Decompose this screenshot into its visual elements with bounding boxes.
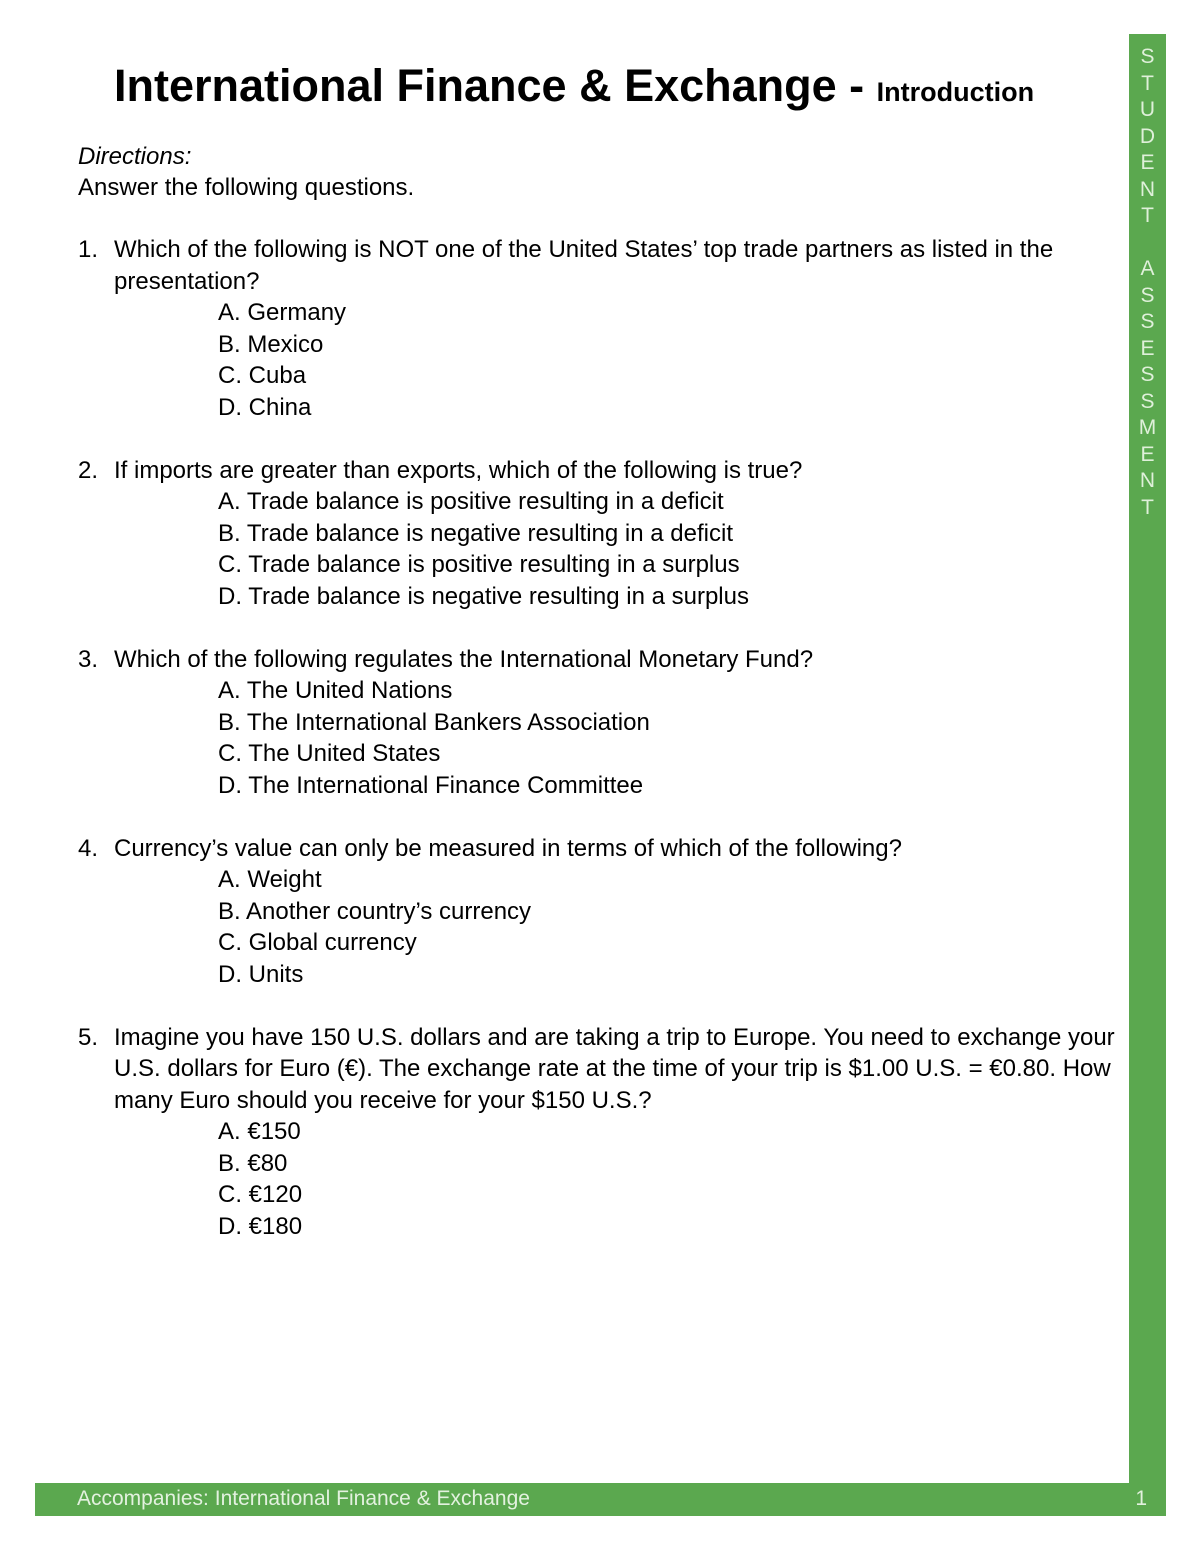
- option-text: Trade balance is negative resulting in a deficit: [246, 519, 733, 547]
- page-title: [114, 58, 1034, 120]
- option-letter: B.: [218, 519, 247, 547]
- answer-option: [78, 959, 1118, 991]
- side-label-student-assessment: [1129, 44, 1166, 521]
- option-letter: D.: [218, 393, 249, 421]
- question-text: Currency’s value can only be measured in terms of which of the following?: [114, 834, 902, 862]
- option-text: The International Finance Committee: [248, 771, 644, 799]
- option-text: The International Bankers Association: [246, 708, 650, 736]
- side-label-letter: M: [1138, 416, 1157, 439]
- option-text: Weight: [247, 866, 322, 893]
- question-number: 5.: [78, 1023, 99, 1051]
- question-1: [78, 234, 1118, 423]
- question-text: If imports are greater than exports, which of the following is true?: [114, 456, 803, 484]
- option-letter: C.: [218, 362, 249, 389]
- option-letter: B.: [218, 708, 247, 736]
- question-row: [78, 234, 1118, 297]
- side-label-letter: T: [1141, 71, 1154, 95]
- side-label-letter: S: [1140, 310, 1155, 333]
- option-text: Another country’s currency: [246, 897, 532, 925]
- side-label-letter: E: [1140, 151, 1155, 174]
- question-number: 1.: [78, 236, 99, 263]
- option-letter: A.: [218, 866, 248, 893]
- answer-option: [78, 518, 1118, 550]
- option-text: Trade balance is negative resulting in a surplus: [248, 582, 749, 610]
- option-text: Units: [248, 960, 304, 988]
- question-5: [78, 1022, 1118, 1243]
- side-label-letter: D: [1139, 124, 1156, 148]
- answer-option: [78, 707, 1118, 739]
- side-label-letter: N: [1139, 469, 1156, 492]
- answer-option: [78, 896, 1118, 928]
- option-text: Mexico: [247, 330, 324, 358]
- directions-label: Directions:: [78, 143, 192, 170]
- answer-option: [78, 329, 1118, 361]
- answer-option: [78, 675, 1118, 707]
- question-number: 4.: [78, 834, 99, 862]
- side-label-letter: E: [1140, 442, 1155, 466]
- question-number: 3.: [78, 645, 99, 673]
- option-text: Trade balance is positive resulting in a surplus: [248, 551, 740, 578]
- option-text: China: [248, 393, 312, 421]
- question-row: [78, 833, 1118, 865]
- answer-option: [78, 581, 1118, 613]
- option-letter: B.: [218, 330, 248, 358]
- answer-options: [78, 675, 1118, 801]
- option-text: €180: [248, 1212, 303, 1240]
- instruction-text: Answer the following questions.: [78, 174, 415, 201]
- answer-option: [78, 770, 1118, 802]
- question-text: Which of the following is NOT one of the United States’ top trade partners as listed in the presentation?: [114, 236, 1054, 295]
- answer-option: [78, 360, 1118, 392]
- side-label-letter: E: [1140, 336, 1155, 360]
- option-letter: D.: [218, 960, 249, 988]
- side-label-letter: S: [1140, 389, 1155, 413]
- option-text: Global currency: [248, 929, 417, 956]
- question-text: Imagine you have 150 U.S. dollars and are taking a trip to Europe. You need to exchange your U.S. dollars for Euro (€). The exchange rate at the time of your trip is $1.00 U.S. = €0.80. How many Euro should you receive for your $150 U.S.?: [114, 1023, 1115, 1114]
- option-text: €150: [247, 1118, 301, 1145]
- answer-options: [78, 486, 1118, 612]
- side-label-letter: N: [1139, 177, 1156, 201]
- answer-option: [78, 864, 1118, 896]
- question-list: [78, 234, 1118, 1274]
- option-text: The United States: [248, 740, 441, 767]
- option-letter: C.: [218, 929, 249, 956]
- title-subtitle: Introduction: [876, 77, 1035, 107]
- answer-option: [78, 392, 1118, 424]
- answer-option: [78, 1148, 1118, 1180]
- answer-options: [78, 1116, 1118, 1242]
- title-main: International Finance & Exchange -: [114, 60, 877, 111]
- answer-option: [78, 738, 1118, 770]
- question-3: [78, 644, 1118, 802]
- option-letter: A.: [218, 677, 247, 704]
- answer-option: [78, 297, 1118, 329]
- option-letter: A.: [218, 299, 248, 326]
- option-text: The United Nations: [246, 677, 453, 704]
- option-text: €120: [248, 1181, 303, 1208]
- footer-bar: [35, 1483, 1166, 1516]
- side-label-letter: T: [1141, 495, 1154, 519]
- answer-option: [78, 1211, 1118, 1243]
- side-accent-bar: [1129, 34, 1166, 1516]
- answer-option: [78, 549, 1118, 581]
- question-row: [78, 644, 1118, 676]
- side-label-letter: S: [1140, 283, 1155, 307]
- option-letter: A.: [218, 1118, 248, 1145]
- option-letter: B.: [218, 1149, 248, 1177]
- option-letter: D.: [218, 1212, 249, 1240]
- option-letter: A.: [218, 488, 247, 515]
- side-label-letter: T: [1141, 204, 1154, 227]
- side-label-gap: [1145, 230, 1151, 257]
- answer-options: [78, 297, 1118, 423]
- option-letter: C.: [218, 1181, 249, 1208]
- footer-text: Accompanies: International Finance & Exchange: [77, 1487, 530, 1510]
- question-row: [78, 455, 1118, 487]
- side-label-letter: U: [1139, 98, 1156, 121]
- question-2: [78, 455, 1118, 613]
- question-4: [78, 833, 1118, 991]
- page-number: 1: [1135, 1487, 1147, 1510]
- question-row: [78, 1022, 1118, 1117]
- option-text: Germany: [247, 299, 347, 326]
- option-text: €80: [247, 1149, 288, 1177]
- side-label-letter: S: [1140, 363, 1155, 386]
- option-letter: C.: [218, 740, 249, 767]
- option-letter: D.: [218, 582, 249, 610]
- option-letter: D.: [218, 771, 249, 799]
- option-text: Trade balance is positive resulting in a deficit: [246, 488, 724, 515]
- answer-option: [78, 927, 1118, 959]
- option-letter: B.: [218, 897, 247, 925]
- question-text: Which of the following regulates the International Monetary Fund?: [114, 645, 814, 673]
- option-letter: C.: [218, 551, 249, 578]
- answer-options: [78, 864, 1118, 990]
- question-number: 2.: [78, 456, 99, 484]
- answer-option: [78, 486, 1118, 518]
- side-label-letter: A: [1140, 257, 1155, 280]
- side-label-letter: S: [1140, 45, 1155, 68]
- answer-option: [78, 1179, 1118, 1211]
- option-text: Cuba: [248, 362, 307, 389]
- answer-option: [78, 1116, 1118, 1148]
